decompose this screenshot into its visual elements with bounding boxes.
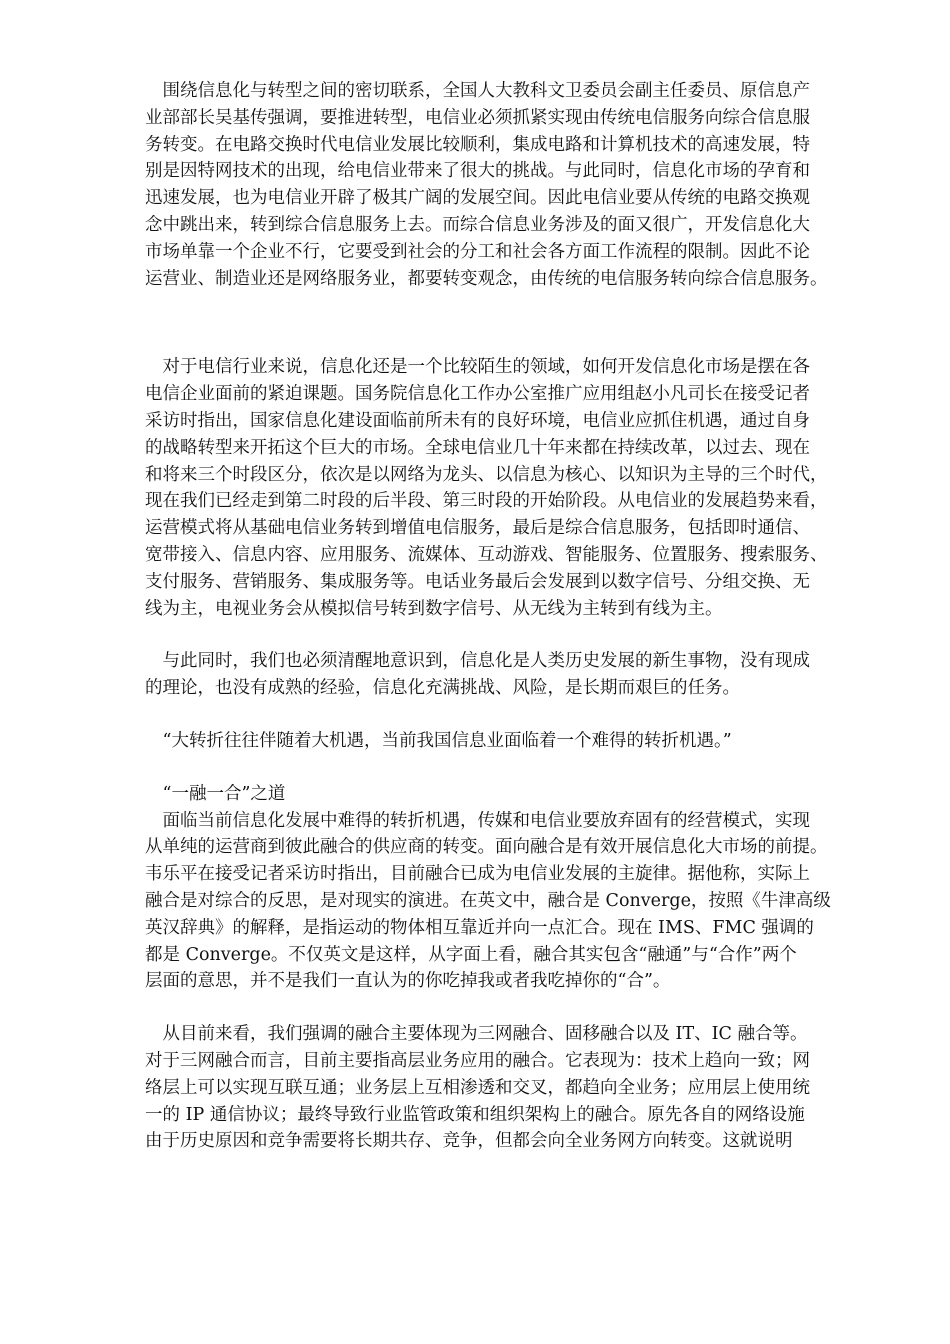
paragraph-spacer — [145, 995, 885, 1021]
text-line: 市场单靠一个企业不行，它要受到社会的分工和社会各方面工作流程的限制。因此不论 — [145, 241, 810, 262]
text-line: 宽带接入、信息内容、应用服务、流媒体、互动游戏、智能服务、位置服务、搜索服务、 — [145, 544, 828, 565]
text-line: “大转折往往伴随着大机遇，当前我国信息业面临着一个难得的转折机遇。” — [145, 730, 732, 751]
text-line: 的战略转型来开拓这个巨大的市场。全球电信业几十年来都在持续改革，以过去、现在 — [145, 437, 810, 458]
paragraph-6 — [145, 1021, 885, 1155]
text-line: 围绕信息化与转型之间的密切联系，全国人大教科文卫委员会副主任委员、原信息产 — [145, 81, 810, 101]
text-line: 线为主，电视业务会从模拟信号转到数字信号、从无线为主转到有线为主。 — [145, 598, 723, 619]
text-line: 络层上可以实现互联互通；业务层上互相渗透和交叉，都趋向全业务；应用层上使用统 — [145, 1077, 810, 1098]
text-line: 层面的意思，并不是我们一直认为的你吃掉我或者我吃掉你的“合”。 — [145, 971, 671, 992]
text-line: 都是 Converge。不仅英文是这样，从字面上看，融合其实包含“融通”与“合作”两个 — [145, 944, 797, 965]
paragraph-1 — [145, 78, 885, 292]
text-line: 支付服务、营销服务、集成服务等。电话业务最后会发展到以数字信号、分组交换、无 — [145, 571, 810, 592]
text-line: 运营模式将从基础电信业务转到增值电信服务，最后是综合信息服务，包括即时通信、 — [145, 518, 810, 539]
paragraph-spacer — [145, 622, 885, 648]
section-heading: “一融一合”之道 — [145, 783, 286, 804]
paragraph-spacer — [145, 702, 885, 728]
text-line: 由于历史原因和竞争需要将长期共存、竞争，但都会向全业务网方向转变。这就说明 — [145, 1131, 793, 1152]
text-line: 韦乐平在接受记者采访时指出，目前融合已成为电信业发展的主旋律。据他称，实际上 — [145, 864, 810, 885]
paragraph-5 — [145, 781, 885, 995]
text-line: 对于电信行业来说，信息化还是一个比较陌生的领域，如何开发信息化市场是摆在各 — [145, 357, 810, 378]
paragraph-3 — [145, 648, 885, 702]
text-line: 一的 IP 通信协议；最终导致行业监管政策和组织架构上的融合。原先各自的网络设施 — [145, 1104, 805, 1125]
text-line: 英汉辞典》的解释，是指运动的物体相互靠近并向一点汇合。现在 IMS、FMC 强调的 — [145, 917, 814, 938]
text-line: 念中跳出来，转到综合信息服务上去。而综合信息业务涉及的面又很广，开发信息化大 — [145, 214, 810, 235]
text-line: 采访时指出，国家信息化建设面临前所未有的良好环境，电信业应抓住机遇，通过自身 — [145, 410, 810, 431]
text-line: 电信企业面前的紧迫课题。国务院信息化工作办公室推广应用组赵小凡司长在接受记者 — [145, 384, 810, 405]
text-line: 迅速发展，也为电信业开辟了极其广阔的发展空间。因此电信业要从传统的电路交换观 — [145, 188, 810, 209]
text-line: 和将来三个时段区分，依次是以网络为龙头、以信息为核心、以知识为主导的三个时代， — [145, 464, 828, 485]
text-line: 现在我们已经走到第二时段的后半段、第三时段的开始阶段。从电信业的发展趋势来看， — [145, 491, 828, 512]
paragraph-spacer — [145, 292, 885, 354]
text-line: 面临当前信息化发展中难得的转折机遇，传媒和电信业要放弃固有的经营模式，实现 — [145, 810, 810, 831]
text-line: 别是因特网技术的出现，给电信业带来了很大的挑战。与此同时，信息化市场的孕育和 — [145, 161, 810, 182]
paragraph-2 — [145, 354, 885, 622]
text-line: 从目前来看，我们强调的融合主要体现为三网融合、固移融合以及 IT、IC 融合等。 — [145, 1024, 808, 1045]
text-line: 融合是对综合的反思，是对现实的演进。在英文中，融合是 Converge，按照《牛津高级 — [145, 890, 831, 911]
document-body — [145, 78, 885, 1155]
text-line: 业部部长吴基传强调，要推进转型，电信业必须抓紧实现由传统电信服务向综合信息服 — [145, 107, 810, 128]
text-line: 运营业、制造业还是网络服务业，都要转变观念，由传统的电信服务转向综合信息服务。 — [145, 268, 828, 289]
text-line: 对于三网融合而言，目前主要指高层业务应用的融合。它表现为：技术上趋向一致；网 — [145, 1050, 810, 1071]
text-line: 的理论，也没有成熟的经验，信息化充满挑战、风险，是长期而艰巨的任务。 — [145, 678, 740, 699]
text-line: 从单纯的运营商到彼此融合的供应商的转变。面向融合是有效开展信息化大市场的前提。 — [145, 837, 828, 858]
text-line: 与此同时，我们也必须清醒地意识到，信息化是人类历史发展的新生事物，没有现成 — [145, 651, 810, 672]
text-line: 务转变。在电路交换时代电信业发展比较顺利，集成电路和计算机技术的高速发展，特 — [145, 134, 810, 155]
paragraph-spacer — [145, 755, 885, 781]
quote-paragraph — [145, 728, 885, 755]
